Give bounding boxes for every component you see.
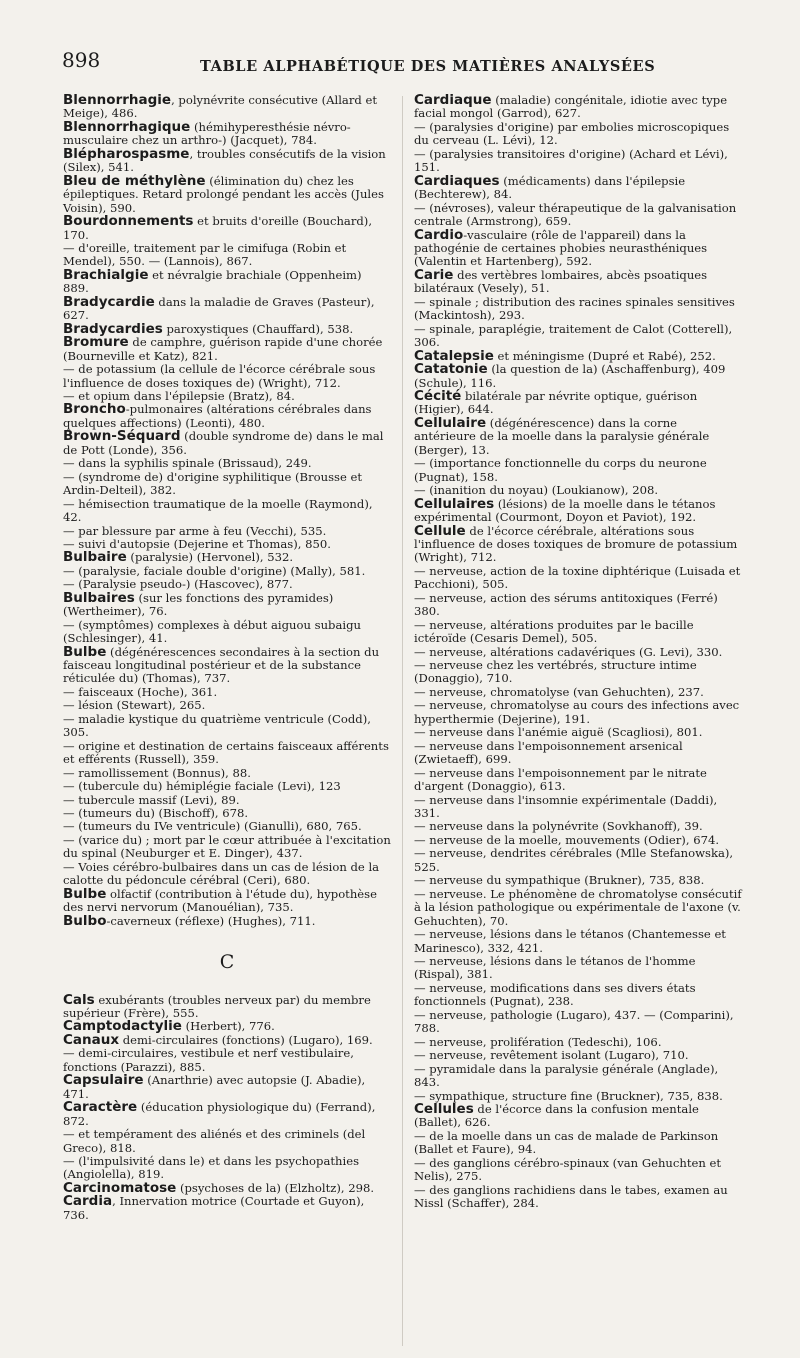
entry-text: — nerveuse dans l'empoisonnement arsenical (Zwietaeff), 699. <box>414 738 683 767</box>
entry-text: — tubercule massif (Levi), 89. <box>63 792 240 807</box>
entry-text: (élimination du) chez les épileptiques. Retard prolongé pendant les accès (Jules Voisin), 590. <box>63 173 384 215</box>
page-number: 898 <box>62 48 101 72</box>
entry-text: — des ganglions rachidiens dans le tabes, examen au Nissl (Schaffer), 284. <box>414 1182 728 1211</box>
entry-text: (médicaments) dans l'épilepsie (Bechterew), 84. <box>414 173 686 202</box>
entry-text: -caverneux (réflexe) (Hughes), 711. <box>106 913 316 928</box>
index-entry <box>63 565 391 578</box>
entry-text: — et tempérament des aliénés et des criminels (del Greco), 818. <box>63 1127 366 1155</box>
column-divider <box>402 96 403 1346</box>
index-entry <box>414 1130 742 1157</box>
index-entry <box>63 794 391 807</box>
entry-text: (éducation physiologique du) (Ferrand), 872. <box>63 1100 376 1128</box>
entry-headword: Cardiaques <box>414 172 500 189</box>
entry-headword: Cals <box>63 991 95 1008</box>
entry-text: paroxystiques (Chauffard), 538. <box>162 321 354 336</box>
entry-headword: Catatonie <box>414 361 488 378</box>
entry-headword: Cellules <box>414 1100 474 1117</box>
index-entry <box>63 686 391 699</box>
index-entry <box>414 888 742 928</box>
index-entry <box>63 215 391 242</box>
entry-text: et névralgie brachiale (Oppenheim) 889. <box>63 267 362 296</box>
entry-text: — nerveuse dans la polynévrite (Sovkhanoff), 39. <box>414 819 703 834</box>
index-entry <box>63 551 391 564</box>
left-column <box>63 94 391 1222</box>
entry-text: de camphre, guérison rapide d'une chorée (Bourneville et Katz), 821. <box>63 335 383 363</box>
entry-text: — nerveuse, altérations cadavériques (G. Levi), 330. <box>414 644 723 659</box>
index-entry <box>63 1195 391 1222</box>
entry-headword: Bulbo <box>63 912 107 929</box>
index-entry <box>414 740 742 767</box>
index-entry <box>63 589 391 619</box>
entry-headword: Capsulaire <box>63 1072 144 1089</box>
entry-headword: Cardio <box>414 226 464 243</box>
entry-text: — (symptômes) complexes à début aiguou subaigu (Schlesinger), 41. <box>63 617 361 646</box>
index-entry <box>414 1184 742 1211</box>
right-column <box>414 94 742 1211</box>
entry-text: — (névroses), valeur thérapeutique de la galvanisation centrale (Armstrong), 659. <box>414 200 737 229</box>
index-entry <box>63 118 391 148</box>
index-entry <box>414 619 742 646</box>
index-entry <box>414 94 742 121</box>
index-entry <box>63 767 391 780</box>
entry-headword: Bromure <box>63 334 129 351</box>
entry-headword: Cardiaque <box>414 92 492 108</box>
entry-headword: Cellule <box>414 522 466 539</box>
entry-text: — nerveuse dans l'insomnie expérimentale (Daddi), 331. <box>414 792 718 821</box>
index-entry <box>414 414 742 457</box>
entry-text: — de potassium (la cellule de l'écorce cérébrale sous l'influence de doses toxiques de) (Wright), 712. <box>63 362 376 390</box>
index-entry <box>414 767 742 794</box>
entry-text: (Anarthrie) avec autopsie (J. Abadie), 471. <box>63 1073 366 1101</box>
index-entry <box>63 403 391 430</box>
entry-text: des vertèbres lombaires, abcès psoatiques bilatéraux (Vesely), 51. <box>414 267 708 296</box>
entry-text: — nerveuse, pathologie (Lugaro), 437. — (Comparini), 788. <box>414 1007 734 1036</box>
entry-text: — maladie kystique du quatrième ventricule (Codd), 305. <box>63 711 371 740</box>
index-entry <box>414 699 742 726</box>
index-entry <box>414 387 742 417</box>
entry-text: — nerveuse, dendrites cérébrales (Mlle Stefanowska), 525. <box>414 846 734 874</box>
index-entry <box>414 363 742 390</box>
entry-text: — nerveuse de la moelle, mouvements (Odier), 674. <box>414 832 720 847</box>
entry-text: — nerveuse, action de la toxine diphtérique (Luisada et Pacchioni), 505. <box>414 563 741 592</box>
entry-headword: Bradycardies <box>63 320 163 337</box>
entry-text: exubérants (troubles nerveux par) du membre supérieur (Frère), 555. <box>63 992 371 1020</box>
entry-text: — lésion (Stewart), 265. <box>63 698 206 713</box>
index-entry <box>414 148 742 175</box>
index-entry <box>414 982 742 1009</box>
index-entry <box>414 1009 742 1036</box>
entry-text: — (tumeurs du IVe ventricule) (Gianulli), 680, 765. <box>63 819 362 834</box>
index-entry <box>63 699 391 712</box>
running-head: TABLE ALPHABÉTIQUE DES MATIÈRES ANALYSÉES <box>200 58 656 75</box>
index-entry <box>414 226 742 269</box>
entry-headword: Carcinomatose <box>63 1179 177 1196</box>
entry-text: — dans la syphilis spinale (Brissaud), 249. <box>63 456 312 471</box>
index-entry <box>63 713 391 740</box>
index-entry <box>63 885 391 915</box>
entry-headword: Bulbaire <box>63 549 127 566</box>
entry-text: — (paralysies d'origine) par embolies microscopiques du cerveau (L. Lévi), 12. <box>414 119 730 148</box>
index-entry <box>63 619 391 646</box>
index-entry <box>414 928 742 955</box>
entry-headword: Bulbe <box>63 885 107 902</box>
entry-text: bilatérale par névrite optique, guérison (Higier), 644. <box>414 388 698 417</box>
entry-text: -vasculaire (rôle de l'appareil) dans la pathogénie de certaines phobies neurasthéniques (Valentin et Hartenberg), 592. <box>414 227 708 269</box>
entry-text: — nerveuse dans l'anémie aiguë (Scagliosi), 801. <box>414 725 703 740</box>
index-entry <box>63 242 391 269</box>
index-entry <box>63 336 391 363</box>
index-entry <box>414 834 742 847</box>
entry-text: — (Paralysie pseudo-) (Hascovec), 877. <box>63 577 293 592</box>
entry-text: — des ganglions cérébro-spinaux (van Gehuchten et Nelis), 275. <box>414 1155 722 1184</box>
index-entry <box>63 457 391 470</box>
entry-text: — nerveuse, chromatolyse (van Gehuchten), 237. <box>414 684 704 699</box>
index-entry <box>414 457 742 484</box>
entry-headword: Brown-Séquard <box>63 428 181 445</box>
section-letter: C <box>219 951 235 974</box>
index-entry <box>63 1031 391 1048</box>
entry-text: demi-circulaires (fonctions) (Lugaro), 169. <box>119 1032 373 1047</box>
entry-text: — ramollissement (Bonnus), 88. <box>63 765 251 780</box>
entry-text: — nerveuse, lésions dans le tétanos (Chantemesse et Marinesco), 332, 421. <box>414 927 726 955</box>
index-entry <box>414 820 742 833</box>
index-entry <box>414 495 742 525</box>
entry-headword: Bleu de méthylène <box>63 172 206 189</box>
entry-text: et bruits d'oreille (Bouchard), 170. <box>63 214 373 242</box>
index-entry <box>63 740 391 767</box>
index-entry <box>414 726 742 739</box>
index-entry <box>414 565 742 592</box>
entry-text: (psychoses de la) (Elzholtz), 298. <box>176 1180 375 1195</box>
entry-text: , Innervation motrice (Courtade et Guyon), 736. <box>63 1194 365 1222</box>
entry-text: — origine et destination de certains faisceaux afférents et efférents (Russell), 359. <box>63 738 389 767</box>
index-entry <box>63 172 391 215</box>
entry-text: de l'écorce cérébrale, altérations sous l'influence de doses toxiques de bromure de potassium (Wright), 712. <box>414 523 738 565</box>
index-entry <box>414 874 742 887</box>
entry-text: — par blessure par arme à feu (Vecchi), 535. <box>63 523 327 538</box>
entry-text: dans la maladie de Graves (Pasteur), 627. <box>63 294 375 323</box>
entry-text: — faisceaux (Hoche), 361. <box>63 684 218 699</box>
index-entry <box>414 847 742 874</box>
entry-text: — nerveuse, revêtement isolant (Lugaro), 710. <box>414 1048 689 1063</box>
entry-text: , polynévrite consécutive (Allard et Meige), 486. <box>63 93 377 121</box>
entry-text: — spinale, paraplégie, traitement de Calot (Cotterell), 306. <box>414 321 733 350</box>
entry-text: — de la moelle dans un cas de malade de Parkinson (Ballet et Faure), 94. <box>414 1128 719 1157</box>
entry-text: (dégénérescence) dans la corne antérieure de la moelle dans la paralysie générale (Berger), 13. <box>414 415 710 457</box>
index-entry <box>414 323 742 350</box>
entry-text: — nerveuse, modifications dans ses divers états fonctionnels (Pugnat), 238. <box>414 980 696 1009</box>
index-entry <box>414 794 742 821</box>
entry-headword: Bulbe <box>63 643 107 660</box>
index-entry <box>63 430 391 457</box>
entry-text: — (tubercule du) hémiplégie faciale (Levi), 123 <box>63 779 341 794</box>
index-entry <box>63 1155 391 1182</box>
entry-text: — sympathique, structure fine (Bruckner), 735, 838. <box>414 1088 723 1103</box>
index-entry <box>414 1036 742 1049</box>
entry-text: — d'oreille, traitement par le cimifuga (Robin et Mendel), 550. — (Lannois), 867. <box>63 240 347 269</box>
entry-text: , troubles consécutifs de la vision (Silex), 541. <box>63 146 386 175</box>
entry-text: — spinale ; distribution des racines spinales sensitives (Mackintosh), 293. <box>414 294 735 323</box>
entry-headword: Cellulaire <box>414 414 487 431</box>
entry-text: — (l'impulsivité dans le) et dans les psychopathies (Angiolella), 819. <box>63 1153 360 1182</box>
entry-text: (hémihyperesthésie névro-musculaire chez un arthro-) (Jacquet), 784. <box>63 119 351 148</box>
index-entry <box>414 686 742 699</box>
entry-headword: Bulbaires <box>63 589 135 606</box>
entry-text: — pyramidale dans la paralysie générale (Anglade), 843. <box>414 1061 719 1090</box>
entry-text: — hémisection traumatique de la moelle (Raymond), 42. <box>63 496 373 525</box>
entry-headword: Caractère <box>63 1099 138 1116</box>
index-entry <box>63 363 391 390</box>
left-entries-after <box>63 991 391 1223</box>
entry-text: -pulmonaires (altérations cérébrales dans quelques affections) (Leonti), 480. <box>63 402 372 430</box>
entry-text: (lésions) de la moelle dans le tétanos expérimental (Courmont, Doyon et Paviot), 192. <box>414 496 716 525</box>
index-entry <box>63 807 391 820</box>
entry-text: — nerveuse, chromatolyse au cours des infections avec hyperthermie (Dejerine), 191. <box>414 698 740 726</box>
entry-text: — nerveuse. Le phénomène de chromatolyse consécutif à la lésion pathologique ou expérimentale de l'axone (v. Gehuchten), 70. <box>414 886 742 928</box>
index-entry <box>414 1049 742 1062</box>
entry-headword: Broncho <box>63 401 126 418</box>
index-entry <box>63 1128 391 1155</box>
entry-text: (sur les fonctions des pyramides) (Wertheimer), 76. <box>63 590 334 619</box>
entry-text: (paralysie) (Hervonel), 532. <box>126 550 294 565</box>
entry-headword: Canaux <box>63 1031 120 1048</box>
entry-text: — nerveuse, prolifération (Tedeschi), 106. <box>414 1034 662 1049</box>
index-entry <box>414 522 742 565</box>
entry-text: — Voies cérébro-bulbaires dans un cas de lésion de la calotte du pédoncule cérébral (Ceri), 680. <box>63 859 380 888</box>
index-entry <box>63 1101 391 1128</box>
entry-text: — demi-circulaires, vestibule et nerf vestibulaire, fonctions (Parazzi), 885. <box>63 1046 354 1074</box>
entry-text: — nerveuse dans l'empoisonnement par le nitrate d'argent (Donaggio), 613. <box>414 765 707 794</box>
entry-headword: Cardia <box>63 1193 113 1210</box>
index-entry <box>63 525 391 538</box>
entry-headword: Bourdonnements <box>63 213 194 230</box>
index-entry <box>414 202 742 229</box>
index-entry <box>414 266 742 296</box>
entry-text: — (paralysie, faciale double d'origine) (Mally), 581. <box>63 563 366 578</box>
index-entry <box>63 780 391 793</box>
index-entry <box>63 145 391 175</box>
index-entry <box>414 646 742 659</box>
index-entry <box>414 955 742 982</box>
entry-text: (Herbert), 776. <box>181 1019 275 1034</box>
entry-text: — (tumeurs du) (Bischoff), 678. <box>63 806 249 821</box>
index-entry <box>63 266 391 296</box>
entry-text: — (importance fonctionnelle du corps du neurone (Pugnat), 158. <box>414 456 707 484</box>
index-entry <box>414 172 742 202</box>
index-entry <box>63 1074 391 1101</box>
right-entries <box>414 94 742 1211</box>
index-entry <box>414 1100 742 1130</box>
index-entry <box>414 1157 742 1184</box>
index-entry <box>63 471 391 498</box>
entry-text: (dégénérescences secondaires à la section du faisceau longitudinal postérieur et de la substance réticulée du) (Thomas), 737. <box>63 644 380 686</box>
index-entry <box>63 643 391 686</box>
index-entry <box>63 293 391 323</box>
left-entries-before <box>63 94 391 928</box>
index-entry <box>63 834 391 861</box>
entry-text: — (paralysies transitoires d'origine) (Achard et Lévi), 151. <box>414 146 728 175</box>
entry-text: et méningisme (Dupré et Rabé), 252. <box>493 348 716 363</box>
index-entry <box>63 1047 391 1074</box>
index-entry <box>414 1063 742 1090</box>
entry-headword: Cécité <box>414 387 462 404</box>
entry-text: (double syndrome de) dans le mal de Pott (Londe), 356. <box>63 429 384 457</box>
entry-text: de l'écorce dans la confusion mentale (Ballet), 626. <box>414 1101 699 1130</box>
entry-headword: Carie <box>414 266 454 283</box>
entry-text: — nerveuse chez les vertébrés, structure intime (Donaggio), 710. <box>414 658 697 686</box>
index-entry <box>63 94 391 121</box>
entry-text: — nerveuse du sympathique (Brukner), 735, 838. <box>414 873 705 888</box>
entry-text: — et opium dans l'épilepsie (Bratz), 84. <box>63 388 295 403</box>
entry-text: (la question de la) (Aschaffenburg), 409 (Schule), 116. <box>414 362 726 390</box>
index-entry <box>414 592 742 619</box>
index-entry <box>414 659 742 686</box>
index-entry <box>63 820 391 833</box>
entry-text: (maladie) congénitale, idiotie avec type facial mongol (Garrod), 627. <box>414 93 728 121</box>
index-entry <box>63 991 391 1021</box>
entry-text: — (inanition du noyau) (Loukianow), 208. <box>414 483 659 498</box>
entry-headword: Brachialgie <box>63 266 149 283</box>
entry-headword: Camptodactylie <box>63 1018 182 1035</box>
index-entry <box>414 296 742 323</box>
index-entry <box>414 121 742 148</box>
entry-headword: Blennorrhagie <box>63 92 172 108</box>
entry-text: — (syndrome de) d'origine syphilitique (Brousse et Ardin-Delteil), 382. <box>63 469 363 498</box>
entry-headword: Cellulaires <box>414 495 495 512</box>
index-entry <box>63 498 391 525</box>
entry-headword: Bradycardie <box>63 293 155 310</box>
entry-text: — (varice du) ; mort par le cœur attribuée à l'excitation du spinal (Neuburger et E. Dinger), 437. <box>63 832 391 861</box>
entry-headword: Blépharospasme <box>63 145 190 162</box>
entry-text: — suivi d'autopsie (Dejerine et Thomas), 850. <box>63 536 331 551</box>
entry-text: — nerveuse, altérations produites par le bacille ictéroïde (Cesaris Demel), 505. <box>414 617 694 646</box>
entry-text: — nerveuse, lésions dans le tétanos de l'homme (Rispal), 381. <box>414 954 696 982</box>
entry-text: olfactif (contribution à l'étude du), hypothèse des nervi nervorum (Manouélian), 735. <box>63 886 377 915</box>
index-entry <box>63 861 391 888</box>
entry-headword: Catalepsie <box>414 347 494 364</box>
entry-text: — nerveuse, action des sérums antitoxiques (Ferré) 380. <box>414 590 718 619</box>
entry-headword: Blennorrhagique <box>63 118 191 135</box>
index-entry <box>63 912 391 929</box>
